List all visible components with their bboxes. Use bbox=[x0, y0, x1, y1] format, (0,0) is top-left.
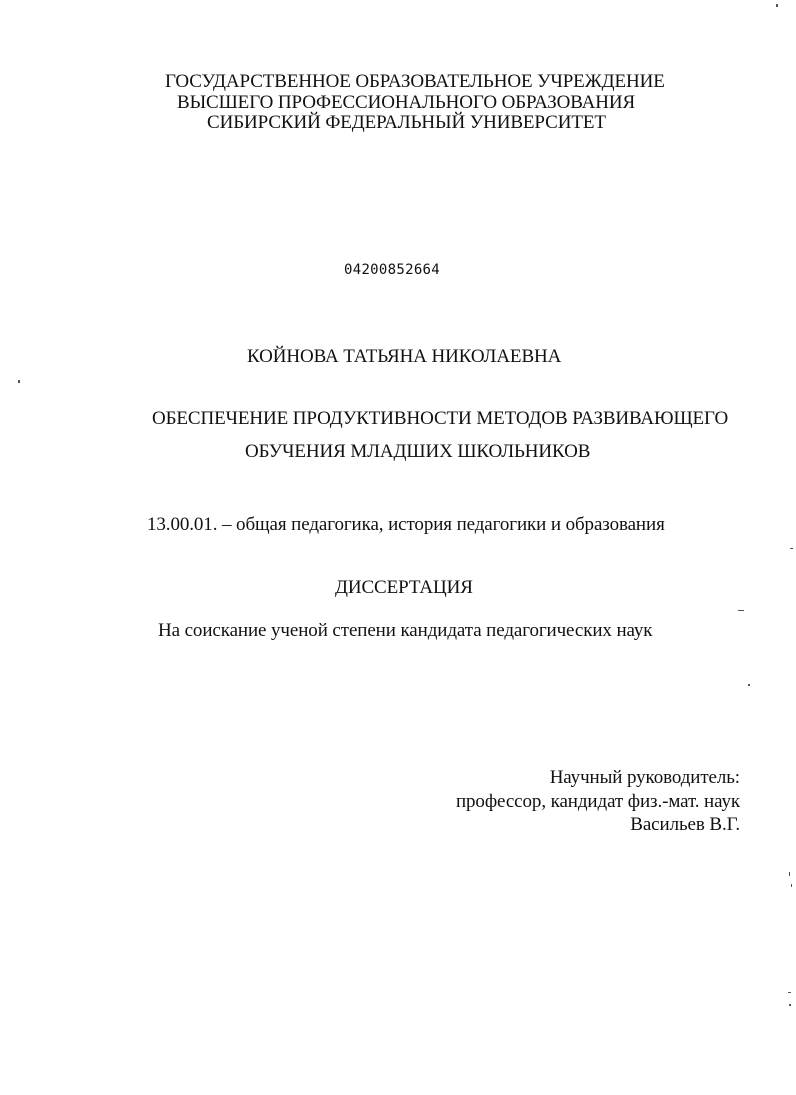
scan-speck bbox=[791, 884, 792, 887]
supervisor-position: профессор, кандидат физ.-мат. наук bbox=[455, 791, 740, 812]
institution-line-1: ГОСУДАРСТВЕННОЕ ОБРАЗОВАТЕЛЬНОЕ УЧРЕЖДЕНИЕ bbox=[165, 71, 665, 92]
institution-line-2: ВЫСШЕГО ПРОФЕССИОНАЛЬНОГО ОБРАЗОВАНИЯ bbox=[177, 92, 636, 113]
document-number: 04200852664 bbox=[344, 262, 441, 278]
scan-speck bbox=[738, 610, 744, 611]
scan-speck bbox=[789, 872, 790, 876]
specialty-code: 13.00.01. – общая педагогика, история педагогики и образования bbox=[147, 514, 665, 535]
supervisor-name: Васильев В.Г. bbox=[630, 814, 740, 835]
institution-line-3: СИБИРСКИЙ ФЕДЕРАЛЬНЫЙ УНИВЕРСИТЕТ bbox=[207, 112, 606, 133]
scan-speck bbox=[790, 548, 793, 549]
scan-speck bbox=[788, 992, 791, 993]
scan-speck bbox=[18, 380, 20, 383]
supervisor-label: Научный руководитель: bbox=[549, 767, 740, 788]
author-name: КОЙНОВА ТАТЬЯНА НИКОЛАЕВНА bbox=[247, 346, 562, 367]
scan-speck bbox=[789, 1004, 791, 1006]
scan-speck bbox=[748, 684, 750, 686]
document-type: ДИССЕРТАЦИЯ bbox=[335, 577, 473, 598]
thesis-title-line-1: ОБЕСПЕЧЕНИЕ ПРОДУКТИВНОСТИ МЕТОДОВ РАЗВИВАЮЩЕГО bbox=[152, 408, 729, 429]
scan-speck bbox=[776, 4, 778, 7]
degree-statement: На соискание ученой степени кандидата педагогических наук bbox=[158, 620, 653, 641]
thesis-title-line-2: ОБУЧЕНИЯ МЛАДШИХ ШКОЛЬНИКОВ bbox=[245, 441, 591, 462]
